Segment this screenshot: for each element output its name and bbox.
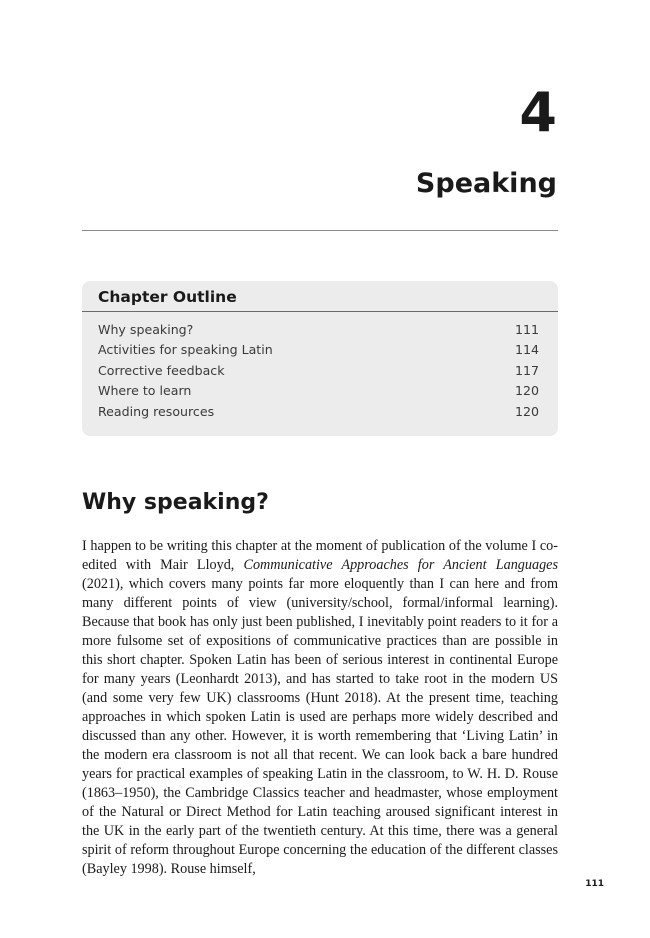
chapter-number: 4	[519, 81, 557, 144]
outline-item[interactable]	[98, 340, 539, 360]
body-paragraph	[82, 537, 558, 879]
paragraph-text-end: (2021), which covers many points far more eloquently than I can here and from many different points of view (university/school, formal/informal learning). Because that book has only just been published, I inevitably point readers to it for a more fulsome set of expositions of communicative practices than are possible in this short chapter. Spoken Latin has been of serious interest in continental Europe for many years (Leonhardt 2013), and has started to take root in the modern US (and some very few UK) classrooms (Hunt 2018). At the present time, teaching approaches in which spoken Latin is used are perhaps more widely described and discussed than any other. However, it is worth remembering that ‘Living Latin’ in the modern era classroom is not all that recent. We can look back a bare hundred years for practical examples of speaking Latin in the classroom, to W. H. D. Rouse (1863–1950), the Cambridge Classics teacher and headmaster, whose employment of the Natural or Direct Method for Latin teaching aroused significant interest in the UK in the early part of the twentieth century. At this time, there was a general spirit of reform throughout Europe concerning the education of the different classes (Bayley 1998). Rouse himself,	[82, 576, 558, 877]
chapter-outline-box	[82, 281, 558, 436]
chapter-outline-divider	[82, 311, 558, 312]
outline-item-page: 114	[514, 342, 539, 358]
outline-item[interactable]	[98, 320, 539, 340]
outline-item[interactable]	[98, 402, 539, 422]
outline-item[interactable]	[98, 361, 539, 381]
chapter-outline-list	[98, 320, 539, 422]
outline-item-label: Corrective feedback	[98, 362, 225, 378]
outline-item-page: 117	[514, 362, 539, 378]
chapter-title: Speaking	[415, 168, 557, 199]
book-title-italic: Communicative Approaches for Ancient Languages	[243, 557, 558, 573]
chapter-outline-heading: Chapter Outline	[98, 288, 237, 306]
page-number: 111	[585, 879, 604, 889]
section-heading: Why speaking?	[82, 490, 269, 515]
outline-item-label: Where to learn	[98, 383, 192, 399]
outline-item-label: Activities for speaking Latin	[98, 342, 273, 358]
outline-item-page: 120	[514, 383, 539, 399]
outline-item[interactable]	[98, 381, 539, 401]
title-divider	[82, 230, 558, 231]
paragraph-text-start: I happen to be writing this chapter at the moment of publication of the volume I co-edited with Mair Lloyd,	[82, 538, 558, 573]
outline-item-page: 111	[514, 322, 539, 337]
outline-item-label: Why speaking?	[98, 322, 194, 337]
outline-item-label: Reading resources	[98, 403, 215, 419]
outline-item-page: 120	[514, 403, 539, 419]
